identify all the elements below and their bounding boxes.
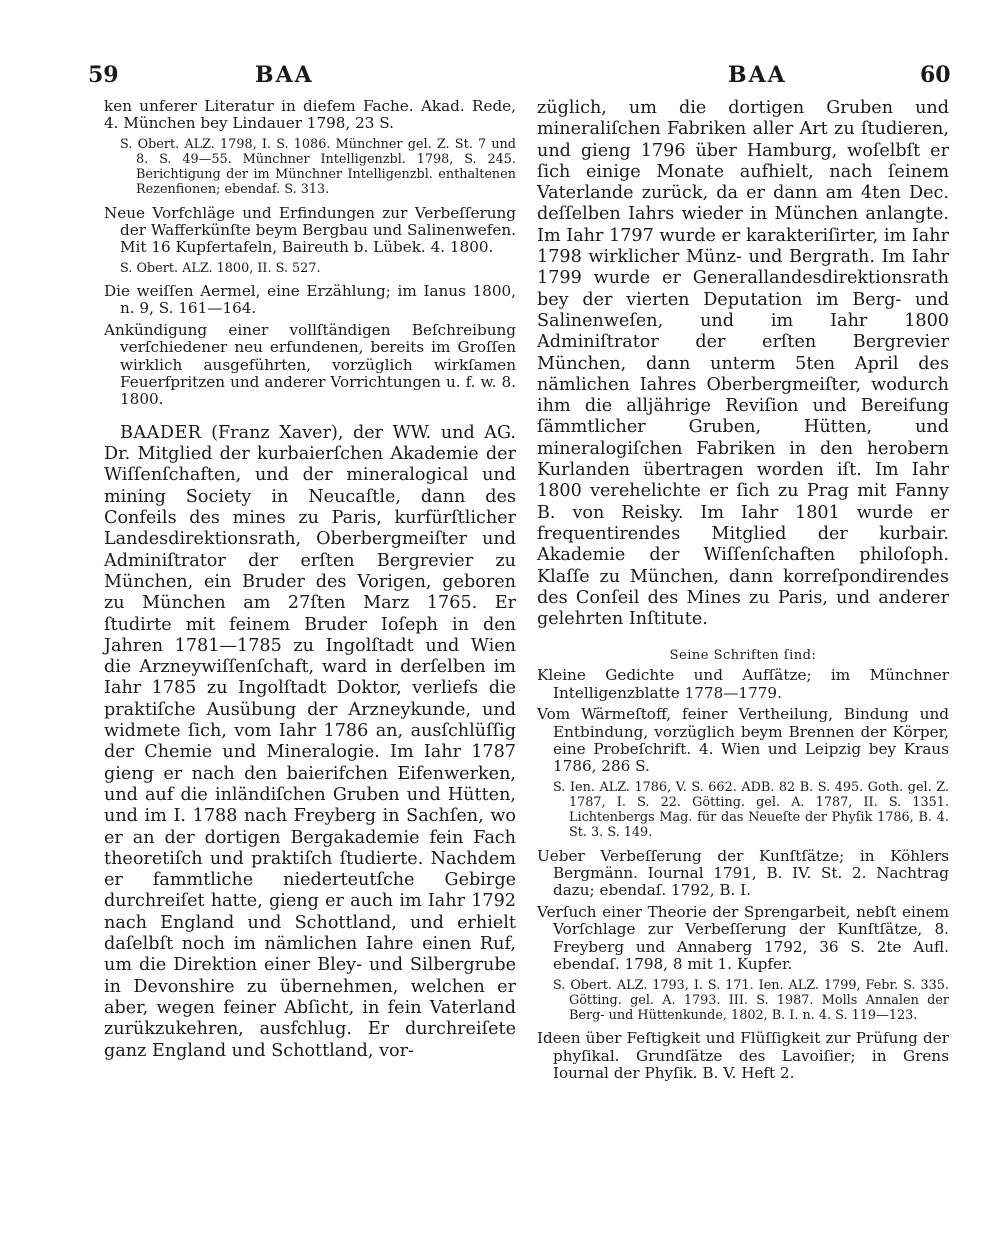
biography-name: BAADER: [120, 422, 202, 443]
page-number-left: 59: [88, 62, 119, 88]
running-title-right: BAA: [728, 62, 787, 88]
bibliography-entry-continued: ken unferer Literatur in diefem Fache. Akad. Rede, 4. München bey Lindauer 1798, 23 S.: [104, 97, 516, 133]
writing-entry: Ideen über Feſtigkeit und Flüſſigkeit zur Prüfung der phyſikal. Grundſätze des Lavoiſier; in Grens Iournal der Phyſik. B. V. Heft 2.: [537, 1029, 949, 1082]
left-column: [104, 98, 516, 1062]
biography-text: (Franz Xaver), der WW. und AG. Dr. Mitglied der kurbaierſchen Akademie der Wiſſenſchaften, und der mineralogical und mining Society in Neucaſtle, dann des Confeils des mines zu Paris, kurfürſtlicher Landesdirektionsrath, Oberbergmeiſter und Adminiſtrator der erſten Bergrevier zu München, ein Bruder des Vorigen, geboren zu München am 27ſten Marz 1765. Er ſtudirte mit feinem Bruder Ioſeph in den Jahren 1781—1785 zu Ingolſtadt und Wien die Arzneywiſſenſchaft, ward in derſelben im Iahr 1785 zu Ingolſtadt Doktor, verliefs die praktiſche Ausübung der Arzneykunde, und widmete ſich, vom Iahr 1786 an, ausſchlüſſig der Chemie und Mineralogie. Im Iahr 1787 gieng er nach den baierifchen Eifenwerken, und auf die inländiſchen Gruben und Hütten, und im I. 1788 nach Freyberg in Sachſen, wo er an der dortigen Bergakademie fein Fach theoretiſch und praktiſch ſtudierte. Nachdem er fammtliche niederteutſche Gebirge durchreiſet hatte, gieng er auch im Iahr 1792 nach England und Schottland, und erhielt daſelbſt noch im nämlichen Iahre einen Ruf, um die Direktion einer Bley- und Silbergrube in Devonshire zu übernehmen, welchen er aber, wegen feiner Abſicht, in fein Vaterland zurükzukehren, ausfchlug. Er durchreiſete ganz England und Schottland, vor-: [104, 422, 517, 1061]
running-title-left: BAA: [255, 62, 314, 88]
review-reference: S. Obert. ALZ. 1800, II. S. 527.: [120, 260, 321, 276]
review-reference: S. Obert. ALZ. 1793, I. S. 171. Ien. ALZ. 1799, Febr. S. 335. Götting. gel. A. 1793. III. S. 1987. Molls Annalen der Berg- und Hüttenkunde, 1802, B. I. n. 4. S. 119—123.: [553, 977, 949, 1023]
bibliography-entry: Neue Vorfchläge und Erfindungen zur Verbeſſerung der Wafferkünſte beym Bergbau und Salinenwefen. Mit 16 Kupfertafeln, Baireuth b. Lübek. 4. 1800.: [104, 203, 516, 257]
bibliography-entry: Die weiſſen Aermel, eine Erzählung; im Ianus 1800, n. 9, S. 161—164.: [104, 282, 516, 318]
page-number-right: 60: [920, 62, 951, 88]
writing-entry: Ueber Verbeſſerung der Kunſtſätze; in Köhlers Bergmänn. Iournal 1791, B. IV. St. 2. Nachtrag dazu; ebendaſ. 1792, B. I.: [537, 846, 949, 900]
writing-entry: Vom Wärmeſtoff, feiner Vertheilung, Bindung und Entbindung, vorzüglich beym Brennen der Körper, eine Probeſchrift. 4. Wien und Leipzig bey Kraus 1786, 286 S.: [537, 705, 949, 776]
right-column: [537, 98, 949, 1086]
biography-continued: züglich, um die dortigen Gruben und mineraliſchen Fabriken aller Art zu ſtudieren, und gieng 1796 über Hamburg, woſelbſt er ſich einige Monate aufhielt, nach ſeinem Vaterlande zurück, da er dann am 4ten Dec. deſſelben Iahrs wieder in München anlangte. Im Iahr 1797 wurde er karakteriſirter, im Iahr 1798 wirklicher Münz- und Bergrath. Im Iahr 1799 wurde er Generallandesdirektionsrath bey der vierten Deputation im Berg- und Salinenweſen, und im Iahr 1800 Adminiſtrator der erſten Bergrevier München, dann unterm 5ten April des nämlichen Iahres Oberbergmeiſter, wodurch ihm die alljährige Reviſion und Bereifung ſämmtlicher Gruben, Hütten, und mineralogiſchen Fabriken in den herobern Kurlanden übertragen worden iſt. Im Iahr 1800 verehelichte er ſich zu Prag mit Fanny B. von Reisky. Im Iahr 1801 wurde er frequentirendes Mitglied der kurbair. Akademie der Wiſſenſchaften philoſoph. Klaſſe zu München, dann korreſpondirendes des Conſeil des Mines zu Paris, und anderer gelehrten Inſtitute.: [537, 98, 949, 630]
writings-heading: Seine Schriften ſind:: [669, 648, 817, 664]
writing-entry: Kleine Gedichte und Aufſätze; im Münchner Intelligenzblatte 1778—1779.: [537, 666, 949, 702]
review-reference: S. Obert. ALZ. 1798, I. S. 1086. Münchner gel. Z. St. 7 und 8. S. 49—55. Münchner Intelligenzbl. 1798, S. 245. Berichtigung der im Münchner Intelligenzbl. enthaltenen Rezenfionen; ebendaf. S. 313.: [120, 136, 516, 198]
bibliography-entry: Ankündigung einer vollſtändigen Beſchreibung verſchiedener neu erfundenen, bereits im Groſſen wirklich ausgeführten, vorzüglich wirkſamen Feuerfpritzen und anderer Vorrichtungen u. f. w. 8. 1800.: [104, 320, 516, 409]
review-reference: S. Ien. ALZ. 1786, V. S. 662. ADB. 82 B. S. 495. Goth. gel. Z. 1787, I. S. 22. Götting. gel. A. 1787, II. S. 1351. Lichtenbergs Mag. für das Neueſte der Phyſik 1786, B. 4. St. 3. S. 149.: [553, 779, 949, 841]
biography-paragraph: [104, 423, 516, 1062]
writing-entry: Verſuch einer Theorie der Sprengarbeit, nebſt einem Vorſchlage zur Verbeſſerung der Kunſtſätze, 8. Freyberg und Annaberg 1792, 36 S. 2te Aufl. ebendaſ. 1798, 8 mit 1. Kupfer.: [537, 902, 949, 974]
